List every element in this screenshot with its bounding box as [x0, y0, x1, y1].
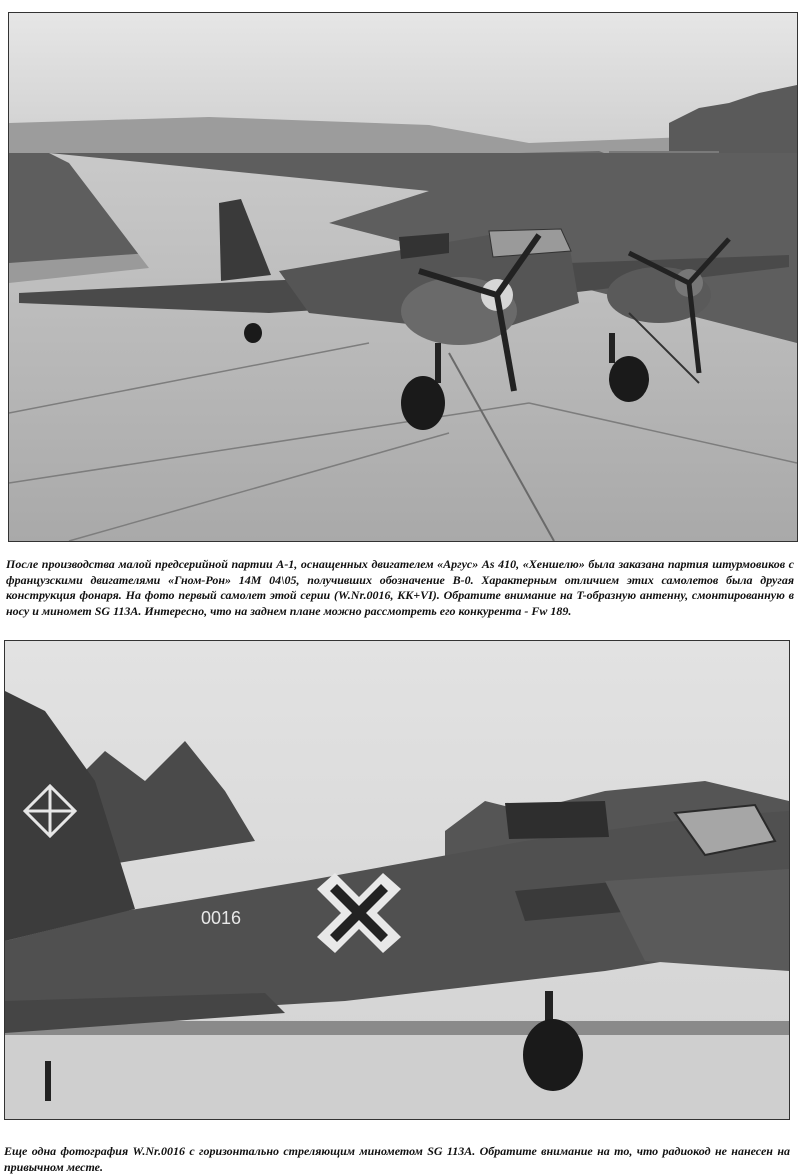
photo-caption-top: После производства малой предсерийной партии A-1, оснащенных двигателем «Аргус» As 410, «Хеншелю» была заказана партия штурмовиков с французскими двигателями «Гном-Рон» 14M 04\05, получивших обозначение B-0. Характерным отличием этих самолетов была другая конструкция фонаря. На фото первый самолет этой серии (W.Nr.0016, KK+VI). Обратите внимание на T-образную антенну, смонтированную в носу и миномет SG 113A. Интересно, что на заднем плане можно рассмотреть его конкурента - Fw 189.	[6, 557, 794, 618]
fuselage-number: 0016	[201, 908, 242, 928]
photo-aircraft-on-apron-image	[9, 13, 797, 541]
photo-fuselage-closeup	[4, 640, 790, 1120]
photo-aircraft-on-apron	[8, 12, 798, 542]
photo-caption-bottom: Еще одна фотография W.Nr.0016 с горизонтально стреляющим минометом SG 113A. Обратите внимание на то, что радиокод не нанесен на привычном месте.	[4, 1144, 790, 1174]
photo-fuselage-closeup-image	[5, 641, 789, 1119]
